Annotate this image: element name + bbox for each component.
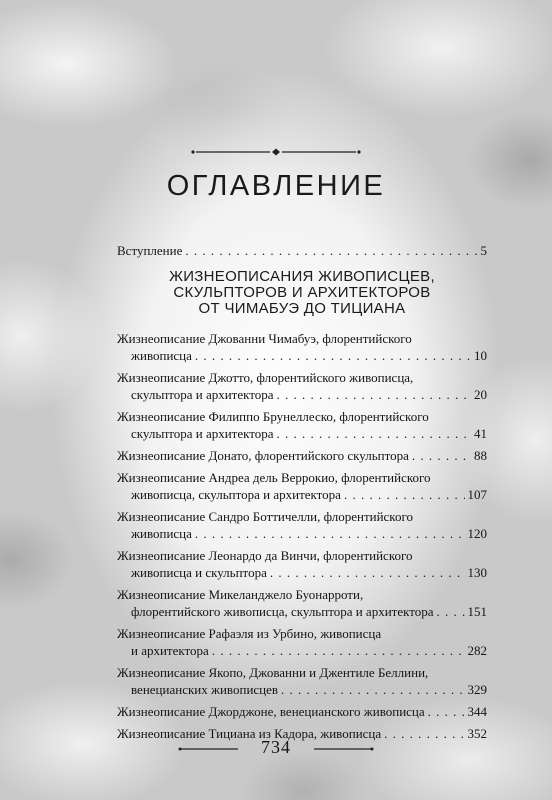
dot-leader [195,525,465,542]
toc-entry[interactable] [117,447,487,464]
toc-page-number: 130 [467,565,487,580]
toc-page-number: 88 [474,448,487,463]
dot-leader [195,347,471,364]
toc-entry-text: Вступление [117,243,183,258]
dot-leader [412,447,471,464]
toc-entry[interactable] [117,703,487,720]
toc-page-number: 107 [467,487,487,502]
toc-entry[interactable] [117,586,487,620]
toc-page-number: 20 [474,387,487,402]
toc-entry[interactable] [117,330,487,364]
dot-leader [212,642,465,659]
toc-entry-continuation: венецианских живописцев [131,682,279,697]
toc-entry[interactable] [117,508,487,542]
dot-leader [344,486,465,503]
toc-entry-intro[interactable] [117,242,487,259]
dot-leader [437,603,465,620]
toc-entry-title: Жизнеописание Сандро Боттичелли, флорентийского [117,509,413,524]
toc-entry-title: Жизнеописание Донато, флорентийского скульптора [117,448,409,463]
toc-entry-title: Жизнеописание Микеланджело Буонарроти, [117,587,364,602]
toc-page-number: 282 [467,643,487,658]
toc-page-number: 151 [467,604,487,619]
dot-leader [277,425,471,442]
toc-page-number: 5 [480,243,487,258]
toc-entry-title: Жизнеописание Леонардо да Винчи, флорентийского [117,548,413,563]
toc-entry-title: Жизнеописание Андреа дель Веррокио, флорентийского [117,470,431,485]
toc-entries [117,330,487,742]
toc-page-number: 344 [467,704,487,719]
toc-page-number: 329 [467,682,487,697]
toc-entry-title: Жизнеописание Тициана из Кадора, живописца [117,726,382,741]
toc-entry[interactable] [117,369,487,403]
section-heading-line: ОТ ЧИМАБУЭ ДО ТИЦИАНА [198,300,406,317]
page-footer [178,733,374,763]
toc-entry[interactable] [117,625,487,659]
toc-entry[interactable] [117,408,487,442]
page-number: 734 [261,737,291,757]
title-ornament [190,148,362,156]
toc-entry[interactable] [117,469,487,503]
toc-entry-continuation: живописца и скульптора [131,565,267,580]
toc-entry-continuation: скульптора и архитектора [131,387,274,402]
toc-entry-title: Жизнеописание Джотто, флорентийского живописца, [117,370,414,385]
dot-leader [281,681,464,698]
toc-entry[interactable] [117,664,487,698]
section-heading-line: ЖИЗНЕОПИСАНИЯ ЖИВОПИСЦЕВ, [169,268,435,285]
dot-leader [384,725,464,742]
toc-entry-continuation: флорентийского живописца, скульптора и архитектора [131,604,434,619]
toc-entry-title: Жизнеописание Джованни Чимабуэ, флорентийского [117,331,412,346]
table-of-contents [117,242,487,747]
dot-leader [185,242,477,259]
toc-page-number: 120 [467,526,487,541]
toc-page-number: 352 [467,726,487,741]
section-heading [109,269,495,317]
toc-entry-continuation: живописца [131,348,192,363]
footer-ornament-right [312,746,374,752]
toc-entry-title: Жизнеописание Джорджоне, венецианского живописца [117,704,425,719]
toc-page-number: 41 [474,426,487,441]
section-heading-line: СКУЛЬПТОРОВ И АРХИТЕКТОРОВ [173,284,431,301]
dot-leader [270,564,465,581]
toc-page-number: 10 [474,348,487,363]
toc-entry-continuation: живописца, скульптора и архитектора [131,487,341,502]
toc-entry-continuation: скульптора и архитектора [131,426,274,441]
toc-entry[interactable] [117,547,487,581]
dot-leader [277,386,471,403]
dot-leader [428,703,465,720]
toc-entry-continuation: живописца [131,526,192,541]
toc-entry-title: Жизнеописание Рафаэля из Урбино, живописца [117,626,382,641]
toc-entry-continuation: и архитектора [131,643,209,658]
toc-entry-title: Жизнеописание Филиппо Брунеллеско, флорентийского [117,409,429,424]
toc-entry-title: Жизнеописание Якопо, Джованни и Джентиле Беллини, [117,665,429,680]
page-title: ОГЛАВЛЕНИЕ [166,170,386,202]
